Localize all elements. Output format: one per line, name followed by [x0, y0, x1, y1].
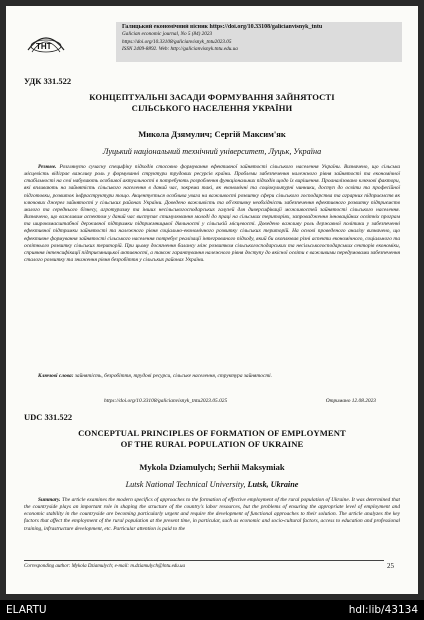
journal-page [6, 6, 418, 594]
issue-doi: https://doi.org/10.33108/galicianvisnyk_tntu2023.05 [122, 38, 232, 45]
corresponding-author: Corresponding author: Mykola Dziamulych; e-mail: m.dziamulych@lntu.edu.ua [24, 564, 186, 569]
abstract-ua [24, 164, 400, 264]
journal-name-en: Galician economic journal, No 5 (84) 2023 [122, 31, 213, 38]
university-logo [24, 22, 68, 62]
article-doi-link[interactable]: https://doi.org/10.33108/galicianvisnyk_tntu2023.05.025 [104, 398, 228, 404]
affiliation-en-city: Lutsk, Ukraine [247, 480, 299, 489]
repository-name: ELARTU [6, 604, 47, 616]
affiliation-en-university: Lutsk National Technical University, [125, 480, 248, 489]
handle-id: hdl:lib/43134 [348, 604, 418, 616]
logo-text: ТНТ [36, 42, 52, 51]
repository-bar [0, 600, 424, 620]
abstract-en-lead: Summary. [38, 497, 61, 503]
journal-info-box [116, 22, 402, 62]
keywords-ua [24, 373, 400, 380]
abstract-en-text: The article examines the modern specifics of approaches to the formation of effective employment of the rural population of Ukraine. It was determined that the countryside plays an important role in shaping the structure of the country's labor resources, but the problems of ensuring the appropriate level of employment and economic stability in the countryside are becoming particularly urgent and require the development of functional approaches to their solution. The article analyzes the key factors that affect the employment of the rural population at the present time, in particular, such as economic and socio-cultural factors, access to education and professional training, infrastructure development, etc. Particular attention is paid to the [24, 497, 400, 532]
keywords-ua-text: зайнятість, безробіття, трудові ресурси, сільське населення, структура зайнятості. [74, 373, 272, 379]
authors-ua: Микола Дзямулич; Сергій Максим'як [138, 129, 286, 139]
affiliation-en [26, 480, 398, 489]
title-ua-line1: КОНЦЕПТУАЛЬНІ ЗАСАДИ ФОРМУВАННЯ ЗАЙНЯТОСТІ [89, 92, 335, 102]
title-ua [26, 92, 398, 113]
udc-ua: УДК 331.522 [24, 76, 72, 86]
keywords-ua-lead: Ключові слова: [38, 373, 74, 379]
abstract-ua-lead: Резюме. [38, 164, 57, 170]
footer-divider [24, 560, 384, 561]
journal-name-ua: Галицький економічний вісник https://doi.org/10.33108/galicianvisnyk_tntu [122, 24, 323, 30]
title-en-line2: OF THE RURAL POPULATION OF UKRAINE [120, 438, 304, 449]
udc-en: UDC 331.522 [24, 412, 73, 422]
received-date: Отримано 12.08.2023 [325, 398, 376, 404]
title-ua-line2: СІЛЬСЬКОГО НАСЕЛЕННЯ УКРАЇНИ [131, 102, 293, 113]
affiliation-ua: Луцький національний технічний університет, Луцьк, Україна [102, 147, 322, 156]
title-en [26, 428, 398, 449]
issn-web: ISSN 2409-8892. Web: http://galicianvisnyk.tntu.edu.ua [122, 46, 238, 53]
page-number: 25 [387, 562, 394, 570]
abstract-en [24, 497, 400, 553]
abstract-ua-text: Розглянуто сучасну специфіку підходів стосовно формування ефективної зайнятості сільського населення України. Визначено, що сільська місцевість відіграє важливу роль у формуванні структури трудових ресурсів країни. Проблеми забезпечення належного рівня зайнятості та економічної стабільності на селі набувають особливої актуальності в потребують розроблення функціональних підходів щодо їх вирішення. Проаналізовано ключові фактори, які впливають на зайнятість сільського населення в даний час, зокрема такі, як економічні та соціокультурні чинники, доступ до освіти та професійної підготовки, розвиток інфраструктури тощо. Акцентується особлива увага на важливості розвитку сфери сільського господарства та аграрних підприємств як ключових джерел зайнятості у сільських районах України. Доведено важливість та об'єктивну необхідність забезпечення ефективного розвитку підприємств малого та середнього бізнесу, агротуризму та інших несільськогосподарських галузей для диверсифікації можливостей зайнятості сільського населення. Визначено, що важливим аспектом у даний час виступає стимулювання молоді до праці на сільських територіях, запровадження інноваційних освітніх програм та широкомасштабної державної підтримки підприємницької діяльності у сільській місцевості. Доведено важливу роль державної політики у забезпеченні ефективної підтримки зайнятості та належного рівня соціально-економічного розвитку сільських територій. На основі проведеного аналізу визначено, що ефективне формування зайнятості сільського населення потребує реалізації інтегрованого підходу, який би охоплював різні аспекти економічного, соціального та освітнього розвитку сільських територій. При цьому досягнення балансу між розвитком сільськогосподарських та несільськогосподарських секторів економіки, сприяння інтенсифікації підприємницької активності, а також гарантування належного рівня доступу до якісної освіти є важливими передумовами забезпечення сталого розвитку та зниження рівня безробіття у сільських районах України. [24, 164, 400, 264]
authors-en: Mykola Dziamulych; Serhii Maksymiak [139, 462, 285, 472]
journal-header [20, 20, 400, 66]
title-en-line1: CONCEPTUAL PRINCIPLES OF FORMATION OF EMPLOYMENT [78, 428, 346, 438]
